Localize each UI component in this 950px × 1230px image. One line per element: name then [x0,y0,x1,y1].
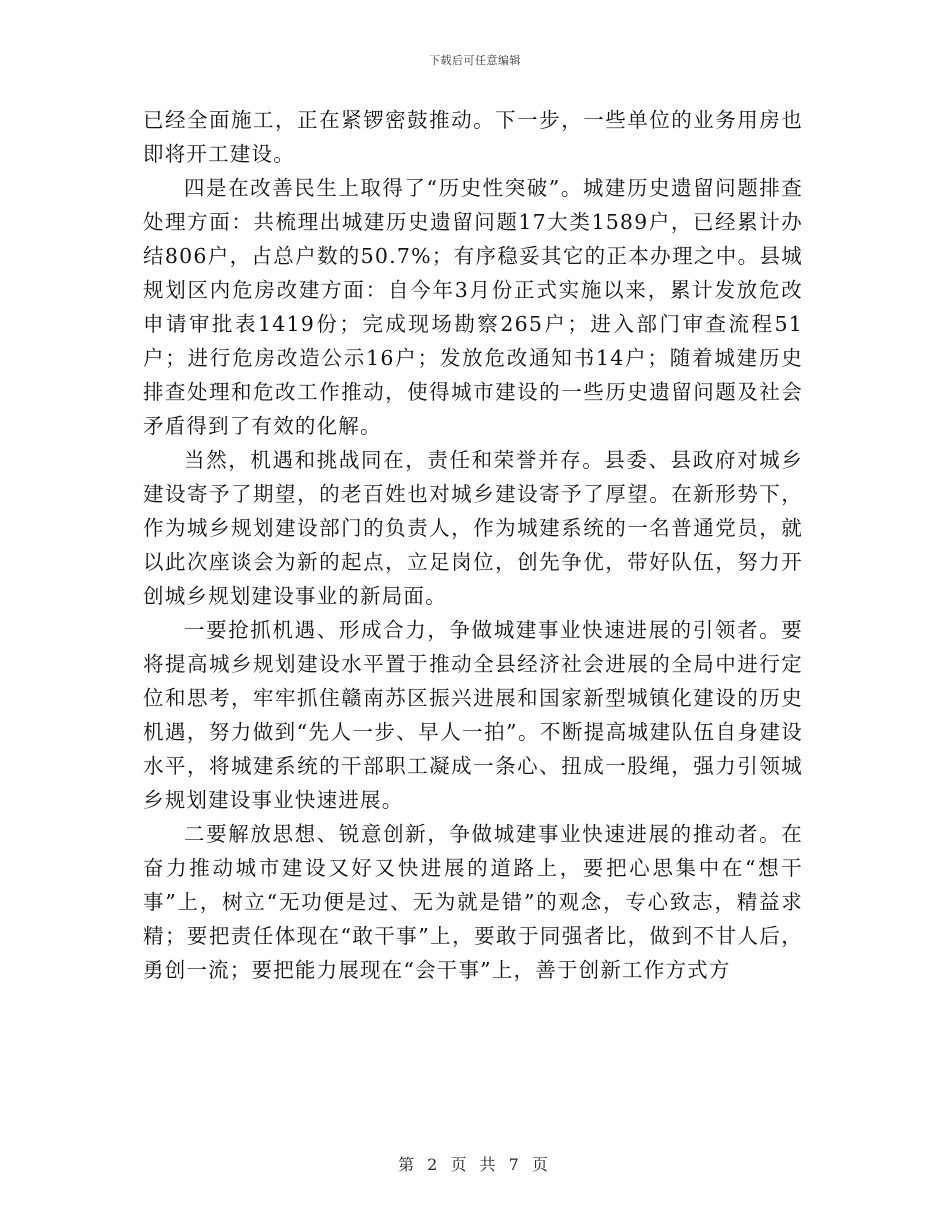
document-body [143,103,803,987]
paragraph-point-two: 二要解放思想、锐意创新，争做城建事业快速进展的推动者。在奋力推动城市建设又好又快进展的道路上，要把心思集中在“想干事”上，树立“无功便是过、无为就是错”的观念，专心致志，精益求精；要把责任体现在“敢干事”上，要敢于同强者比，做到不甘人后，勇创一流；要把能力展现在“会干事”上，善于创新工作方式方 [143,822,803,982]
paragraph-continuation: 已经全面施工，正在紧锣密鼓推动。下一步，一些单位的业务用房也即将开工建设。 [143,108,803,166]
page-footer: 第 2 页 共 7 页 [398,1155,552,1174]
paragraph-point-one: 一要抢抓机遇、形成合力，争做城建事业快速进展的引领者。要将提高城乡规划建设水平置于推动全县经济社会进展的全局中进行定位和思考，牢牢抓住赣南苏区振兴进展和国家新型城镇化建设的历史机遇，努力做到“先人一步、早人一拍”。不断提高城建队伍自身建设水平，将城建系统的干部职工凝成一条心、扭成一股绳，强力引领城乡规划建设事业快速进展。 [143,618,803,812]
page-header: 下载后可任意编辑 [429,54,521,67]
paragraph-livelihood: 四是在改善民生上取得了“历史性突破”。城建历史遗留问题排查处理方面：共梳理出城建历史遗留问题17大类1589户，已经累计办结806户，占总户数的50.7%；有序稳妥其它的正本办理之中。县城规划区内危房改建方面：自今年3月份正式实施以来，累计发放危改申请审批表1419份；完成现场勘察265户；进入部门审查流程51户；进行危房改造公示16户；发放危改通知书14户；随着城建历史排查处理和危改工作推动，使得城市建设的一些历史遗留问题及社会矛盾得到了有效的化解。 [143,176,803,438]
paragraph-challenges: 当然，机遇和挑战同在，责任和荣誉并存。县委、县政府对城乡建设寄予了期望，的老百姓也对城乡建设寄予了厚望。在新形势下，作为城乡规划建设部门的负责人，作为城建系统的一名普通党员，就以此次座谈会为新的起点，立足岗位，创先争优，带好队伍，努力开创城乡规划建设事业的新局面。 [143,448,803,608]
